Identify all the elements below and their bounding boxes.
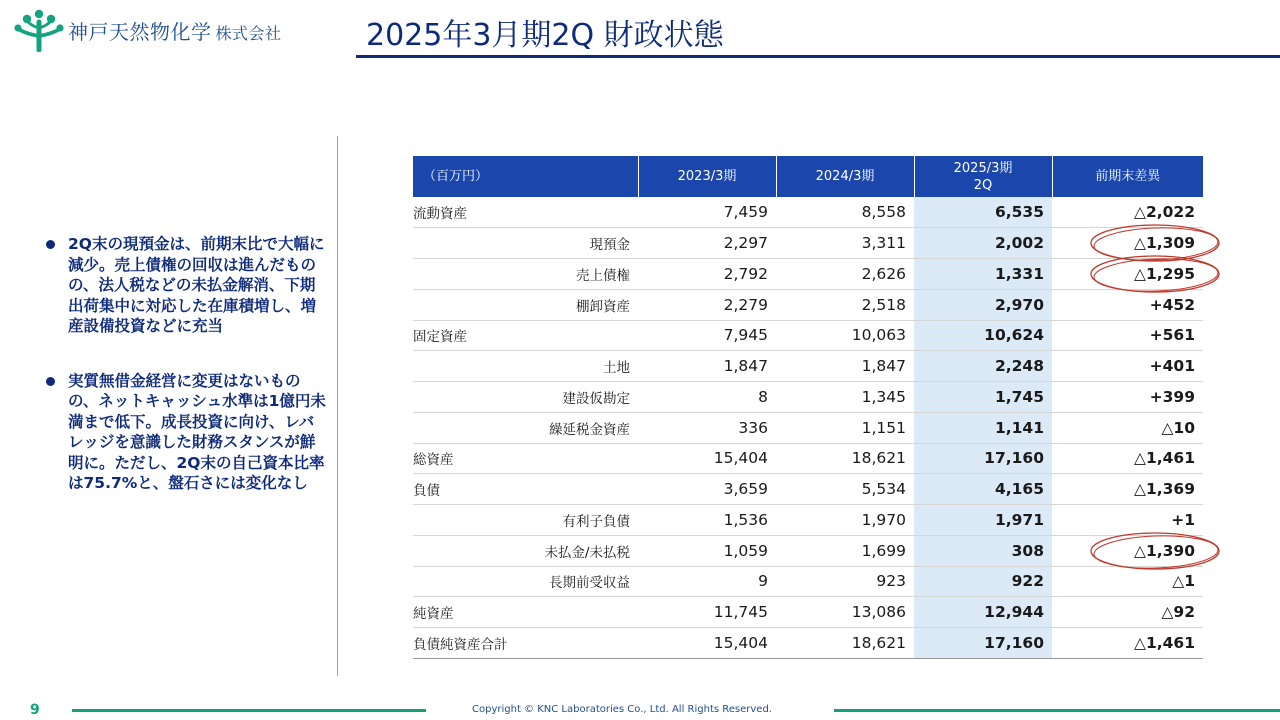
value-fy2025-2q: 1,141: [914, 412, 1052, 443]
row-label: 流動資産: [413, 197, 638, 228]
value-diff: △1,461: [1052, 443, 1203, 474]
value-fy2023: 3,659: [638, 474, 776, 505]
value-fy2024: 18,621: [776, 443, 914, 474]
value-fy2024: 3,311: [776, 228, 914, 259]
value-fy2025-2q: 2,002: [914, 228, 1052, 259]
value-fy2023: 7,459: [638, 197, 776, 228]
value-diff: △92: [1052, 597, 1203, 628]
row-label: 有利子負債: [413, 505, 638, 536]
table-row: [413, 259, 1203, 290]
table-row: [413, 412, 1203, 443]
row-label: 長期前受収益: [413, 566, 638, 597]
diff-text: △1,390: [1134, 541, 1195, 560]
row-label: 固定資産: [413, 320, 638, 351]
value-fy2023: 2,279: [638, 289, 776, 320]
value-diff: +1: [1052, 505, 1203, 536]
value-diff: [1052, 535, 1203, 566]
row-label: 純資産: [413, 597, 638, 628]
value-fy2025-2q: 1,331: [914, 259, 1052, 290]
value-diff: +401: [1052, 351, 1203, 382]
table-row: [413, 474, 1203, 505]
value-fy2024: 1,970: [776, 505, 914, 536]
value-fy2025-2q: 1,971: [914, 505, 1052, 536]
value-fy2024: 1,151: [776, 412, 914, 443]
value-fy2023: 8: [638, 382, 776, 413]
value-fy2025-2q: 12,944: [914, 597, 1052, 628]
commentary-item: 実質無借金経営に変更はないものの、ネットキャッシュ水準は1億円未満まで低下。成長投資に向け、レバレッジを意識した財務スタンスが鮮明に。ただし、2Q末の自己資本比率は75.7%と、盤石さには変化なし: [44, 371, 329, 494]
value-fy2024: 923: [776, 566, 914, 597]
row-label: 負債純資産合計: [413, 628, 638, 659]
value-diff: [1052, 259, 1203, 290]
value-fy2024: 1,699: [776, 535, 914, 566]
row-label: 棚卸資産: [413, 289, 638, 320]
value-fy2024: 1,345: [776, 382, 914, 413]
header-fy2024: 2024/3期: [776, 156, 914, 197]
value-fy2023: 7,945: [638, 320, 776, 351]
value-fy2025-2q: 10,624: [914, 320, 1052, 351]
company-name: 神戸天然物化学 株式会社: [68, 19, 282, 44]
table-row: [413, 228, 1203, 259]
table-row: [413, 197, 1203, 228]
table-row: [413, 382, 1203, 413]
table-row: [413, 289, 1203, 320]
copyright-text: Copyright © KNC Laboratories Co., Ltd. All Rights Reserved.: [472, 704, 772, 715]
divider-line: [337, 136, 338, 676]
header-unit: （百万円）: [413, 156, 638, 197]
value-fy2024: 10,063: [776, 320, 914, 351]
row-label: 負債: [413, 474, 638, 505]
value-fy2023: 15,404: [638, 443, 776, 474]
table-row: [413, 597, 1203, 628]
value-fy2023: 2,297: [638, 228, 776, 259]
value-diff: △10: [1052, 412, 1203, 443]
value-fy2025-2q: 17,160: [914, 628, 1052, 659]
value-fy2023: 1,059: [638, 535, 776, 566]
value-fy2025-2q: 308: [914, 535, 1052, 566]
table-row: [413, 320, 1203, 351]
value-fy2024: 2,518: [776, 289, 914, 320]
value-fy2023: 1,847: [638, 351, 776, 382]
commentary-item: 2Q末の現預金は、前期末比で大幅に減少。売上債権の回収は進んだものの、法人税などの未払金解消、下期出荷集中に対応した在庫積増し、増産設備投資などに充当: [44, 234, 329, 337]
value-fy2024: 8,558: [776, 197, 914, 228]
value-fy2023: 9: [638, 566, 776, 597]
value-diff: △1: [1052, 566, 1203, 597]
table-row: [413, 628, 1203, 659]
value-diff: △1,369: [1052, 474, 1203, 505]
table-header-row: [413, 156, 1203, 197]
row-label: 未払金/未払税: [413, 535, 638, 566]
table-row: [413, 566, 1203, 597]
value-fy2025-2q: 4,165: [914, 474, 1052, 505]
row-label: 現預金: [413, 228, 638, 259]
title-underline: [356, 55, 1280, 58]
header-diff: 前期末差異: [1052, 156, 1203, 197]
header-fy2023: 2023/3期: [638, 156, 776, 197]
value-fy2023: 336: [638, 412, 776, 443]
table-row: [413, 351, 1203, 382]
diff-text: △1,309: [1134, 234, 1195, 253]
value-diff: +399: [1052, 382, 1203, 413]
value-fy2023: 1,536: [638, 505, 776, 536]
value-fy2024: 5,534: [776, 474, 914, 505]
row-label: 建設仮勘定: [413, 382, 638, 413]
value-fy2023: 15,404: [638, 628, 776, 659]
value-fy2024: 18,621: [776, 628, 914, 659]
balance-sheet-table: [413, 156, 1203, 659]
value-diff: △1,461: [1052, 628, 1203, 659]
value-diff: [1052, 228, 1203, 259]
header-fy2025-2q: 2025/3期 2Q: [914, 156, 1052, 197]
value-fy2025-2q: 922: [914, 566, 1052, 597]
value-fy2024: 13,086: [776, 597, 914, 628]
value-diff: +452: [1052, 289, 1203, 320]
value-fy2024: 2,626: [776, 259, 914, 290]
table-row: [413, 505, 1203, 536]
table-row: [413, 535, 1203, 566]
page-title: 2025年3月期2Q 財政状態: [366, 18, 724, 53]
tree-logo-icon: [12, 8, 66, 52]
commentary-list: [44, 234, 329, 528]
value-fy2023: 2,792: [638, 259, 776, 290]
value-fy2025-2q: 2,248: [914, 351, 1052, 382]
footer-line-right: [834, 709, 1280, 712]
row-label: 土地: [413, 351, 638, 382]
value-fy2025-2q: 6,535: [914, 197, 1052, 228]
value-fy2024: 1,847: [776, 351, 914, 382]
value-fy2025-2q: 2,970: [914, 289, 1052, 320]
value-fy2025-2q: 1,745: [914, 382, 1052, 413]
row-label: 繰延税金資産: [413, 412, 638, 443]
row-label: 総資産: [413, 443, 638, 474]
page-number: 9: [30, 702, 40, 718]
diff-text: △1,295: [1134, 264, 1195, 283]
company-logo: [12, 8, 282, 52]
value-diff: △2,022: [1052, 197, 1203, 228]
footer-line-left: [72, 709, 426, 712]
company-suffix: 株式会社: [215, 23, 282, 43]
table-row: [413, 443, 1203, 474]
row-label: 売上債権: [413, 259, 638, 290]
value-fy2025-2q: 17,160: [914, 443, 1052, 474]
value-diff: +561: [1052, 320, 1203, 351]
value-fy2023: 11,745: [638, 597, 776, 628]
